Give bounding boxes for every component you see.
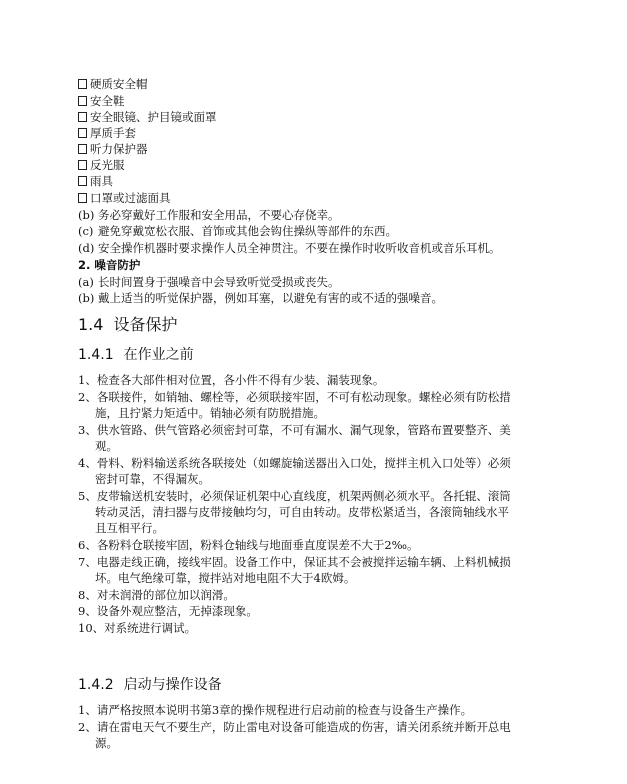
noise-item: (b) 戴上适当的听觉保护器，例如耳塞，以避免有害的或不适的强噪音。 xyxy=(78,291,443,305)
noise-heading: 2. 噪音防护 xyxy=(78,258,141,272)
note-item: (c) 避免穿戴宽松衣服、首饰或其他会钩住操纵等部件的东西。 xyxy=(78,224,397,238)
checkbox-icon xyxy=(78,79,87,89)
ppe-item: 厚质手套 xyxy=(78,125,136,141)
checkbox-icon xyxy=(78,96,87,106)
list-item: 6、各粉料仓联接牢固，粉料仓轴线与地面垂直度误差不大于2‰。 xyxy=(78,538,419,552)
checkbox-icon xyxy=(78,193,87,203)
list-item: 5、皮带输送机安装时，必须保证机架中心直线度，机架两侧必须水平。各托辊、滚筒 xyxy=(78,489,511,503)
ppe-item: 安全眼镜、护目镜或面罩 xyxy=(78,109,217,125)
checkbox-icon xyxy=(78,160,87,170)
list-item: 7、电器走线正确，接线牢固。设备工作中，保证其不会被搅拌运输车辆、上料机械损 xyxy=(78,555,511,569)
note-item: (b) 务必穿戴好工作服和安全用品，不要心存侥幸。 xyxy=(78,208,340,222)
note-item: (d) 安全操作机器时要求操作人员全神贯注。不要在操作时收听收音机或音乐耳机。 xyxy=(78,241,501,255)
ppe-item: 反光服 xyxy=(78,157,125,173)
subsection-heading: 1.4.1 在作业之前 xyxy=(78,347,194,363)
checkbox-icon xyxy=(78,144,87,154)
subsection-heading: 1.4.2 启动与操作设备 xyxy=(78,677,222,693)
ppe-item: 安全鞋 xyxy=(78,93,125,109)
list-item: 10、对系统进行调试。 xyxy=(78,621,197,635)
list-item: 4、骨料、粉料输送系统各联接处（如螺旋输送器出入口处，搅拌主机入口处等）必须 xyxy=(78,456,511,470)
checkbox-icon xyxy=(78,112,87,122)
list-item: 1、请严格按照本说明书第3章的操作规程进行启动前的检查与设备生产操作。 xyxy=(78,703,473,717)
list-item: 8、对未润滑的部位加以润滑。 xyxy=(78,588,235,602)
section-heading: 1.4 设备保护 xyxy=(78,315,178,334)
list-item: 9、设备外观应整洁，无掉漆现象。 xyxy=(78,604,258,618)
list-item: 2、请在雷电天气不要生产，防止雷电对设备可能造成的伤害，请关闭系统并断开总电 xyxy=(78,720,511,734)
ppe-item: 口罩或过滤面具 xyxy=(78,190,171,206)
checkbox-icon xyxy=(78,128,87,138)
checkbox-icon xyxy=(78,176,87,186)
ppe-item: 雨具 xyxy=(78,173,113,189)
list-item: 2、各联接件，如销轴、螺栓等，必须联接牢固，不可有松动现象。螺栓必须有防松措 xyxy=(78,390,511,404)
ppe-item: 听力保护器 xyxy=(78,141,148,157)
list-item: 1、检查各大部件相对位置，各小件不得有少装、漏装现象。 xyxy=(78,373,385,387)
noise-item: (a) 长时间置身于强噪音中会导致听觉受损或丧失。 xyxy=(78,275,340,289)
ppe-item: 硬质安全帽 xyxy=(78,76,148,92)
list-item: 3、供水管路、供气管路必须密封可靠，不可有漏水、漏气现象，管路布置要整齐、美 xyxy=(78,423,511,437)
document-page: 硬质安全帽 安全鞋 安全眼镜、护目镜或面罩 厚质手套 听力保护器 反光服 雨具 口罩或过滤面具 (b) 务必穿戴好工作服和安全用品，不要心存侥幸。 (c) 避免穿戴宽松衣服、首饰或其他会钩住操纵等部件的东西。 (d) 安全操作机器时要求操作人员全神贯注。不要在操作时收听收音机或音乐耳机。 2. 噪音防护 (a) 长时间置身于强噪音中会导致听觉受损或丧失。 (b) 戴上适当的听觉保护器，例如耳塞，以避免有害的或不适的强噪音。 1.4 设备保护 1.4.1 在作业之前 1、检查各大部件相对位置，各小件不得有少装、漏装现象。 2、各联接件，如销轴、螺栓等，必须联接牢固，不可有松动现象。螺栓必须有防松措 施，且拧紧力矩适中。销轴必须有防脱措施。 3、供水管路、供气管路必须密封可靠，不可有漏水、漏气现象，管路布置要整齐、美 观。 4、骨料、粉料输送系统各联接处（如螺旋输送器出入口处，搅拌主机入口处等）必须 密封可靠，不得漏灰。 5、皮带输送机安装时，必须保证机架中心直线度，机架两侧必须水平。各托辊、滚筒 转动灵活，清扫器与皮带接触均匀，可自由转动。皮带松紧适当，各滚筒轴线水平 且互相平行。 6、各粉料仓联接牢固，粉料仓轴线与地面垂直度误差不大于2‰。 7、电器走线正确，接线牢固。设备工作中，保证其不会被搅拌运输车辆、上料机械损 坏。电气绝缘可靠，搅拌站对地电阻不大于4欧姆。 8、对未润滑的部位加以润滑。 9、设备外观应整洁，无掉漆现象。 10、对系统进行调试。 1.4.2 启动与操作设备 1、请严格按照本说明书第3章的操作规程进行启动前的检查与设备生产操作。 2、请在雷电天气不要生产，防止雷电对设备可能造成的伤害，请关闭系统并断开总电 源。 xyxy=(78,77,511,750)
